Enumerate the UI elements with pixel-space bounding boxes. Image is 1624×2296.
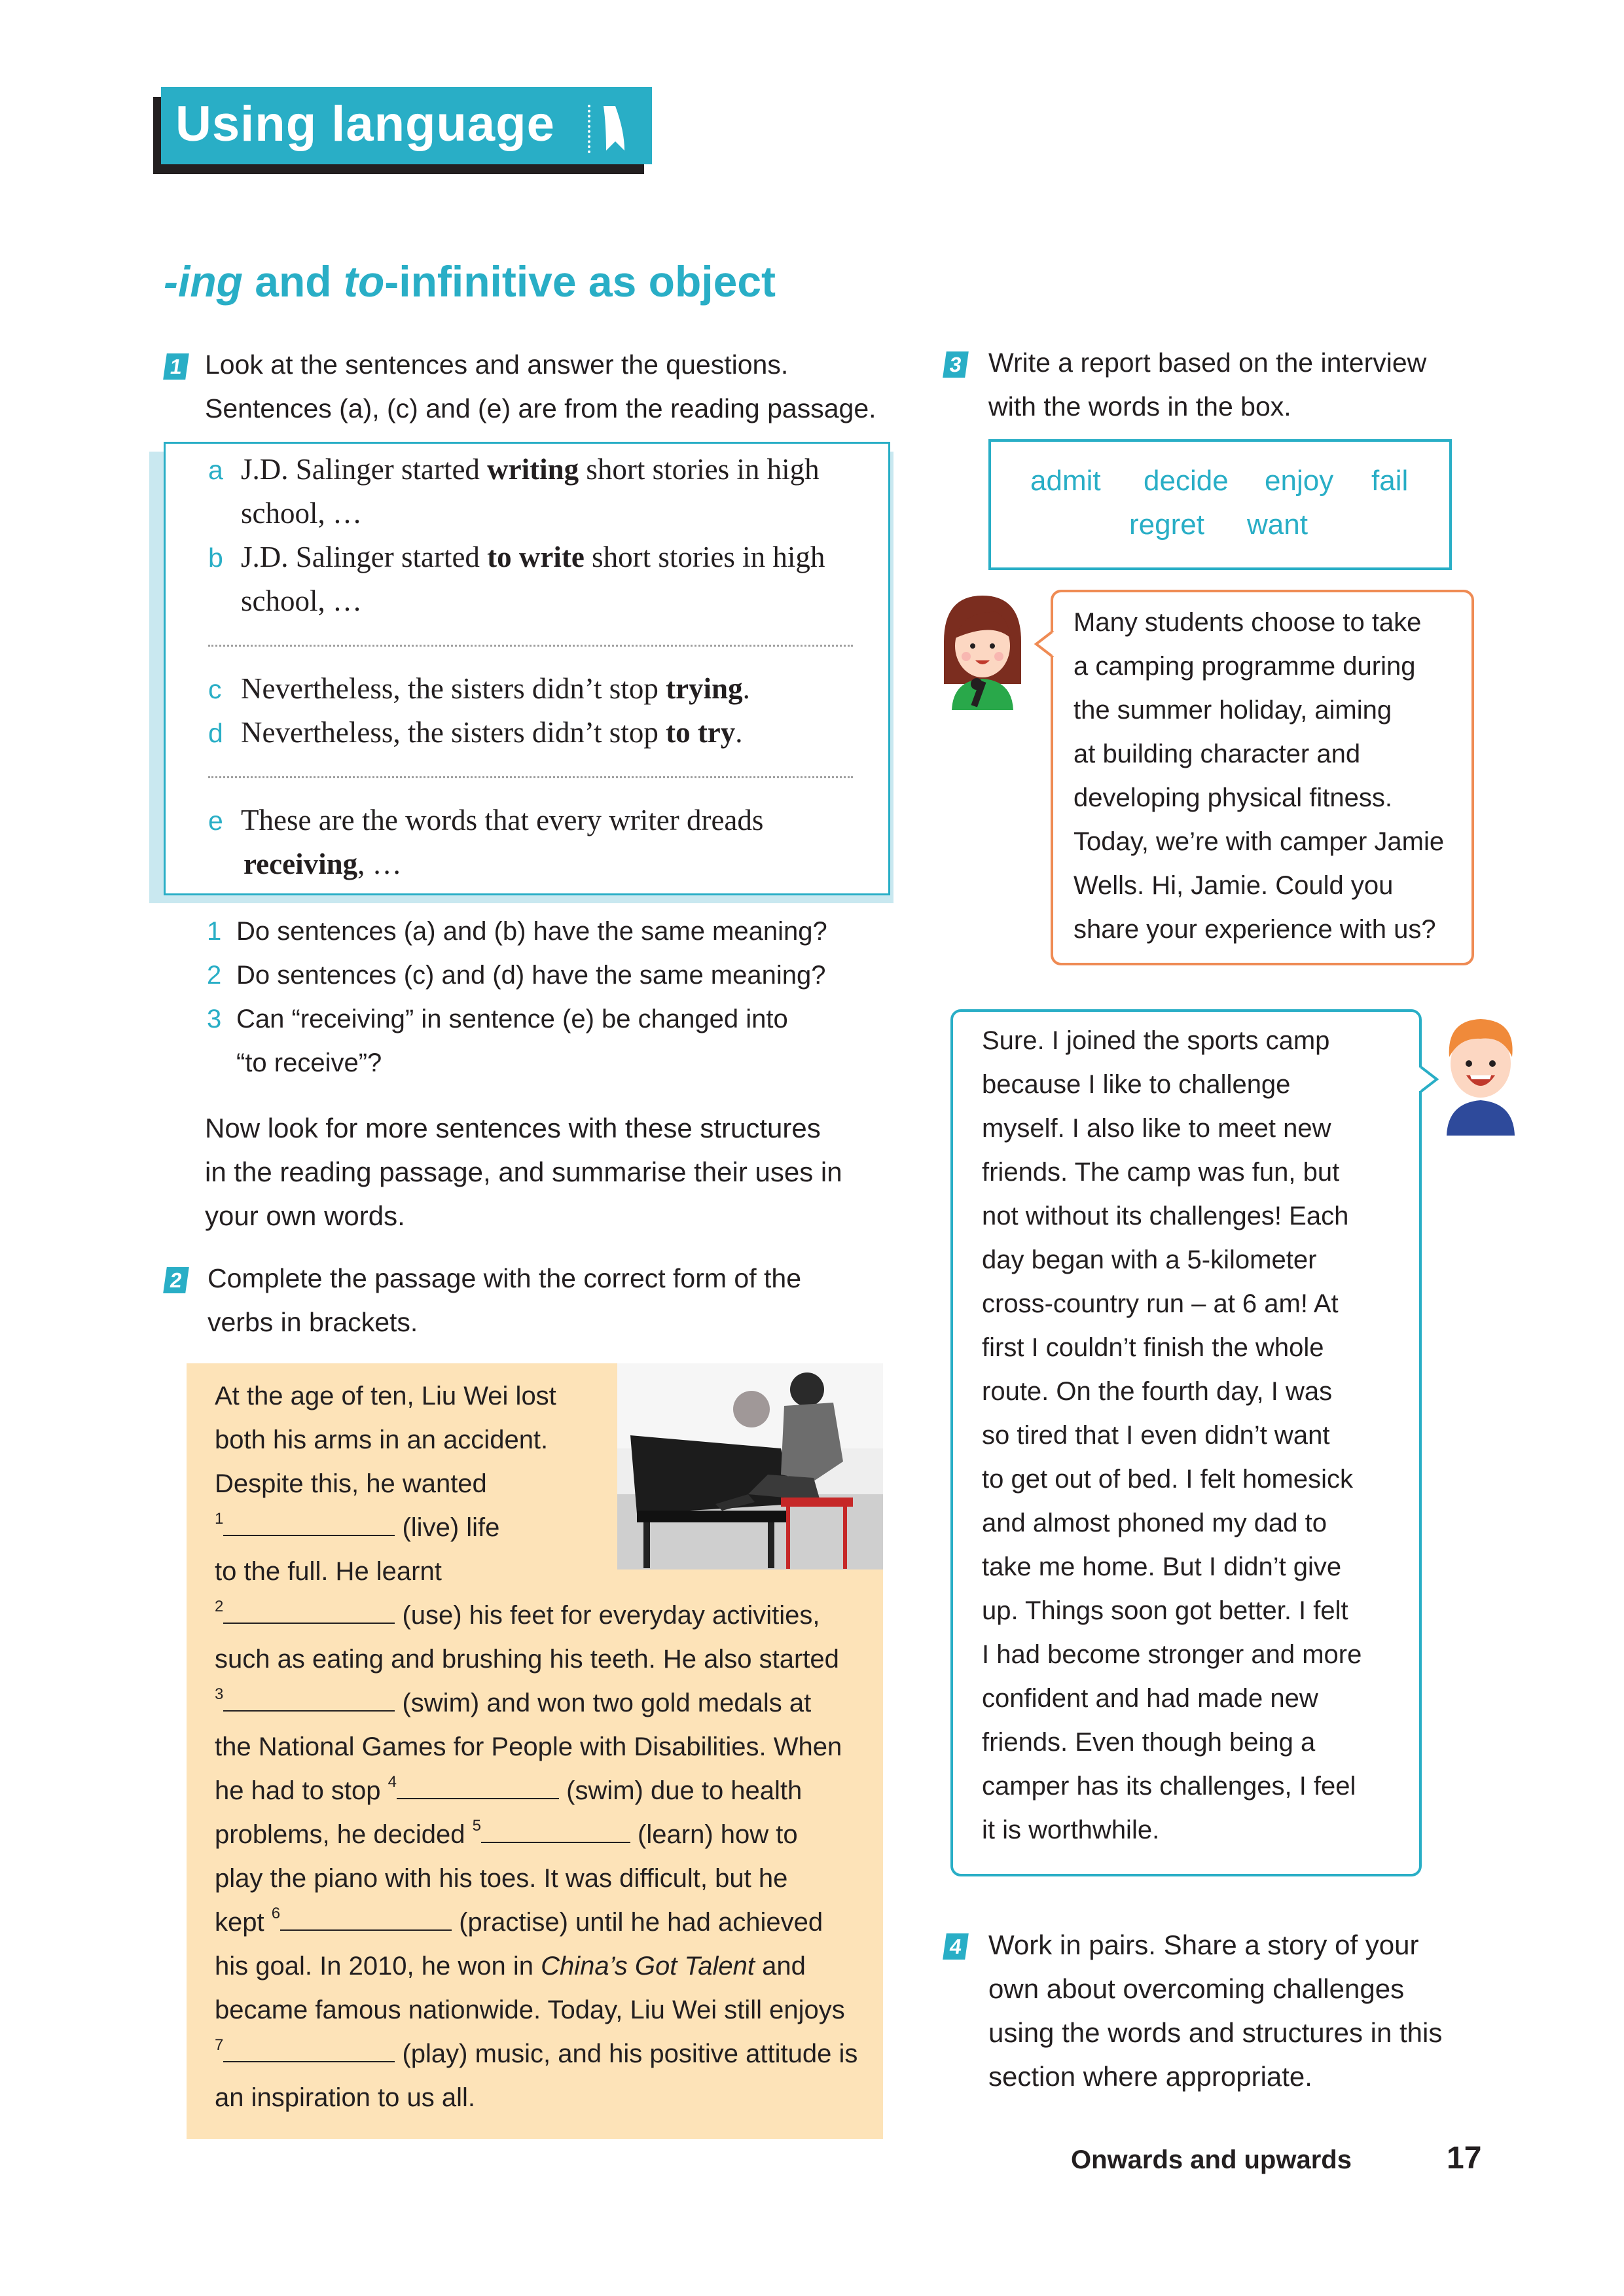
bubble-tail-left [1034,630,1055,658]
word-regret: regret [1129,509,1204,541]
header-divider [588,105,590,153]
blank-2[interactable] [223,1596,395,1624]
question-3-cont: “to receive”? [236,1049,382,1077]
divider [208,645,853,647]
exercise-number-1: 1 [163,353,189,380]
exercise-number-3: 3 [943,351,969,378]
example-c: c Nevertheless, the sisters didn’t stop trying. [208,672,750,705]
question-2: 2 Do sentences (c) and (d) have the same meaning? [207,961,826,990]
passage-text: At the age of ten, Liu Wei lost both his arms in an accident. Despite this, he wanted $^1$ (live) life to the full. He learnt $^2$ (use) his feet for everyday activities, such as eating and brushing his teeth. He also started $^3$ (swim) and won two gold medals at the National Games for People with Disabilities. When he had to stop $^4$ (swim) due to health problems, he decided $^5$ (learn) how to play the piano with his toes. It was difficult, but he kept $^6$ (practise) until he had achieved his goal. In 2010, he won in China’s Got Talent and became famous nationwide. Today, Liu Wei still enjoys $^7$ (play) music, and his positive attitude is an inspiration to us all. [215,1382,858,2112]
exercise4-instruction: Work in pairs. Share a story of your own about overcoming challenges using the words and structures in this section where appropriate. [988,1929,1443,2092]
word-enjoy: enjoy [1265,465,1334,497]
exercise1-instruction: Look at the sentences and answer the questions. Sentences (a), (c) and (e) are from the reading passage. [205,350,876,423]
interviewer-avatar [937,592,1028,710]
word-admit: admit [1030,465,1101,497]
example-a-cont: school, … [241,497,362,529]
question-list [207,910,827,1085]
footer-unit-title: Onwards and upwards [1071,2145,1352,2174]
example-e-cont: receiving, … [244,848,402,880]
word-box [988,439,1452,570]
blank-3[interactable] [223,1684,395,1712]
bubble-tail-right [1418,1065,1439,1094]
follow-up-instruction: Now look for more sentences with these structures in the reading passage, and summarise their uses in your own words. [205,1113,842,1231]
camper-avatar [1437,1011,1524,1136]
blank-7[interactable] [223,2035,395,2062]
example-b: b J.D. Salinger started to write short stories in high [208,541,825,573]
header-title: Using language [175,96,555,152]
example-a: a J.D. Salinger started writing short stories in high [208,453,820,486]
example-b-cont: school, … [241,584,362,617]
blank-4[interactable] [397,1772,559,1799]
exercise-number-2: 2 [163,1267,189,1293]
exercise2-instruction: Complete the passage with the correct form of the verbs in brackets. [208,1263,802,1337]
word-fail: fail [1371,465,1409,497]
interviewer-text: Many students choose to take a camping programme during the summer holiday, aiming at building character and developing physical fitness. Today, we’re with camper Jamie Wells. Hi, Jamie. Could you share your experience with us? [1074,608,1445,944]
word-decide: decide [1144,465,1229,497]
example-e: e These are the words that every writer dreads [208,804,764,836]
exercise3-instruction: Write a report based on the interview with the words in the box. [988,348,1427,422]
exercise-number-4: 4 [943,1933,969,1960]
example-d: d Nevertheless, the sisters didn’t stop to try. [208,716,743,749]
section-title: -ing and to-infinitive as object [164,257,776,306]
question-1: 1 Do sentences (a) and (b) have the same meaning? [207,917,827,946]
page-number: 17 [1447,2141,1482,2176]
divider [208,776,853,778]
blank-5[interactable] [481,1816,630,1843]
word-want: want [1247,509,1308,541]
blank-6[interactable] [280,1903,452,1931]
question-3: 3 Can “receiving” in sentence (e) be changed into [207,1005,788,1033]
camper-text: Sure. I joined the sports camp because I like to challenge myself. I also like to meet new friends. The camp was fun, but not without its challenges! Each day began with a 5-kilometer cross-country run – at 6 am! At first I couldn’t finish the whole route. On the fourth day, I was so tired that I even didn’t want to get out of bed. I felt homesick and almost phoned my dad to take me home. But I didn’t give up. Things soon got better. I felt I had become stronger and more confident and had made new friends. Even though being a camper has its challenges, I feel it is worthwhile. [982,1026,1362,1844]
blank-1[interactable] [223,1509,395,1536]
bookmark-icon [601,105,627,154]
